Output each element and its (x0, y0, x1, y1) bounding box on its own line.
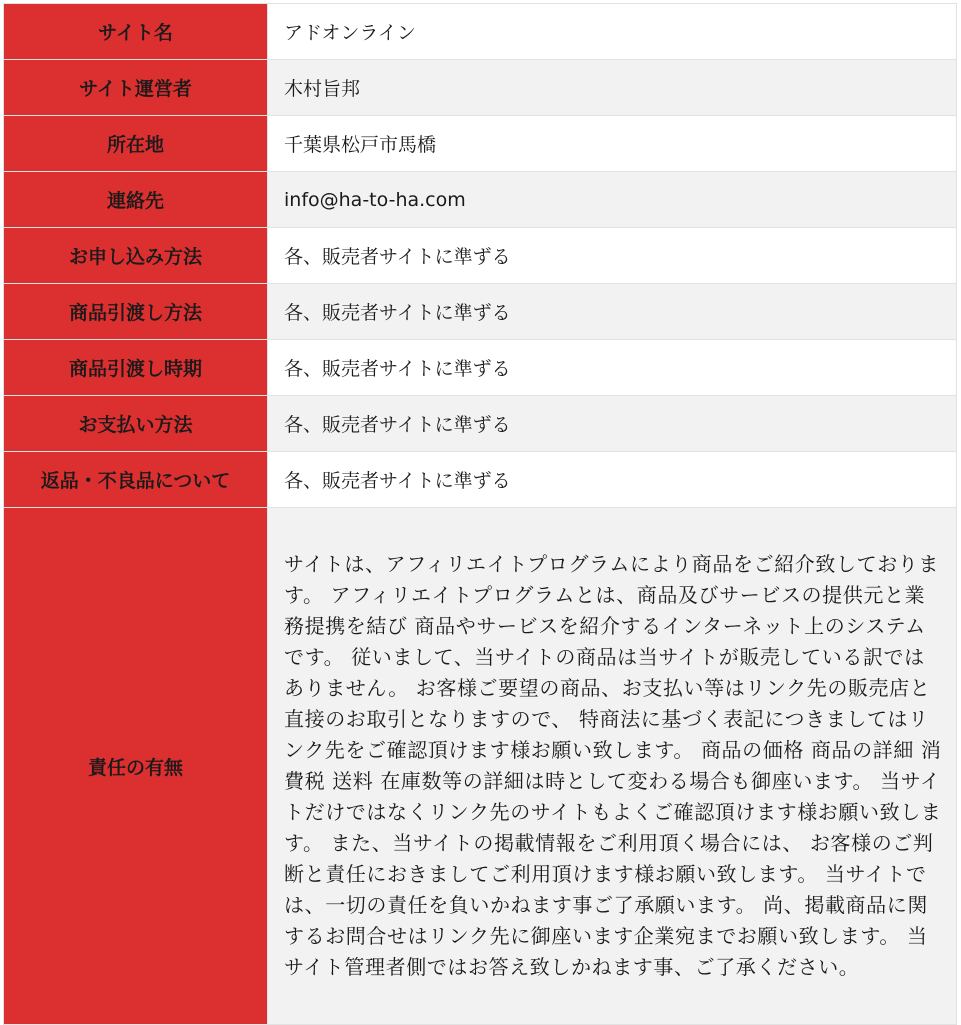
row-value-application-method: 各、販売者サイトに準ずる (268, 228, 957, 284)
row-value-contact: info@ha-to-ha.com (268, 172, 957, 228)
table-row (4, 4, 957, 60)
row-label-delivery-method: 商品引渡し方法 (4, 284, 268, 340)
table-row (4, 340, 957, 396)
row-label-returns: 返品・不良品について (4, 452, 268, 508)
table-row (4, 228, 957, 284)
row-label-delivery-timing: 商品引渡し時期 (4, 340, 268, 396)
row-value-site-operator: 木村旨邦 (268, 60, 957, 116)
row-value-returns: 各、販売者サイトに準ずる (268, 452, 957, 508)
table-row (4, 284, 957, 340)
table-row (4, 508, 957, 1025)
row-label-site-operator: サイト運営者 (4, 60, 268, 116)
table-row (4, 172, 957, 228)
row-value-payment-method: 各、販売者サイトに準ずる (268, 396, 957, 452)
row-value-location: 千葉県松戸市馬橋 (268, 116, 957, 172)
row-label-site-name: サイト名 (4, 4, 268, 60)
table-row (4, 60, 957, 116)
row-value-site-name: アドオンライン (268, 4, 957, 60)
row-label-payment-method: お支払い方法 (4, 396, 268, 452)
row-label-application-method: お申し込み方法 (4, 228, 268, 284)
row-value-delivery-method: 各、販売者サイトに準ずる (268, 284, 957, 340)
row-label-location: 所在地 (4, 116, 268, 172)
table-row (4, 452, 957, 508)
row-value-liability: サイトは、アフィリエイトプログラムにより商品をご紹介致しております。 アフィリエイトプログラムとは、商品及びサービスの提供元と業務提携を結び 商品やサービスを紹介するインターネット上のシステムです。 従いまして、当サイトの商品は当サイトが販売している訳ではありません。 お客様ご要望の商品、お支払い等はリンク先の販売店と直接のお取引となりますので、 特商法に基づく表記につきましてはリンク先をご確認頂けます様お願い致します。 商品の価格 商品の詳細 消費税 送料 在庫数等の詳細は時として変わる場合も御座います。 当サイトだけではなくリンク先のサイトもよくご確認頂けます様お願い致します。 また、当サイトの掲載情報をご利用頂く場合には、 お客様のご判断と責任におきましてご利用頂けます様お願い致します。 当サイトでは、一切の責任を負いかねます事ご了承願います。 尚、掲載商品に関するお問合せはリンク先に御座います企業宛までお願い致します。 当サイト管理者側ではお答え致しかねます事、ご了承ください。 (268, 508, 957, 1025)
row-value-delivery-timing: 各、販売者サイトに準ずる (268, 340, 957, 396)
row-label-contact: 連絡先 (4, 172, 268, 228)
table-row (4, 396, 957, 452)
site-info-table (3, 3, 957, 1025)
table-row (4, 116, 957, 172)
row-label-liability: 責任の有無 (4, 508, 268, 1025)
